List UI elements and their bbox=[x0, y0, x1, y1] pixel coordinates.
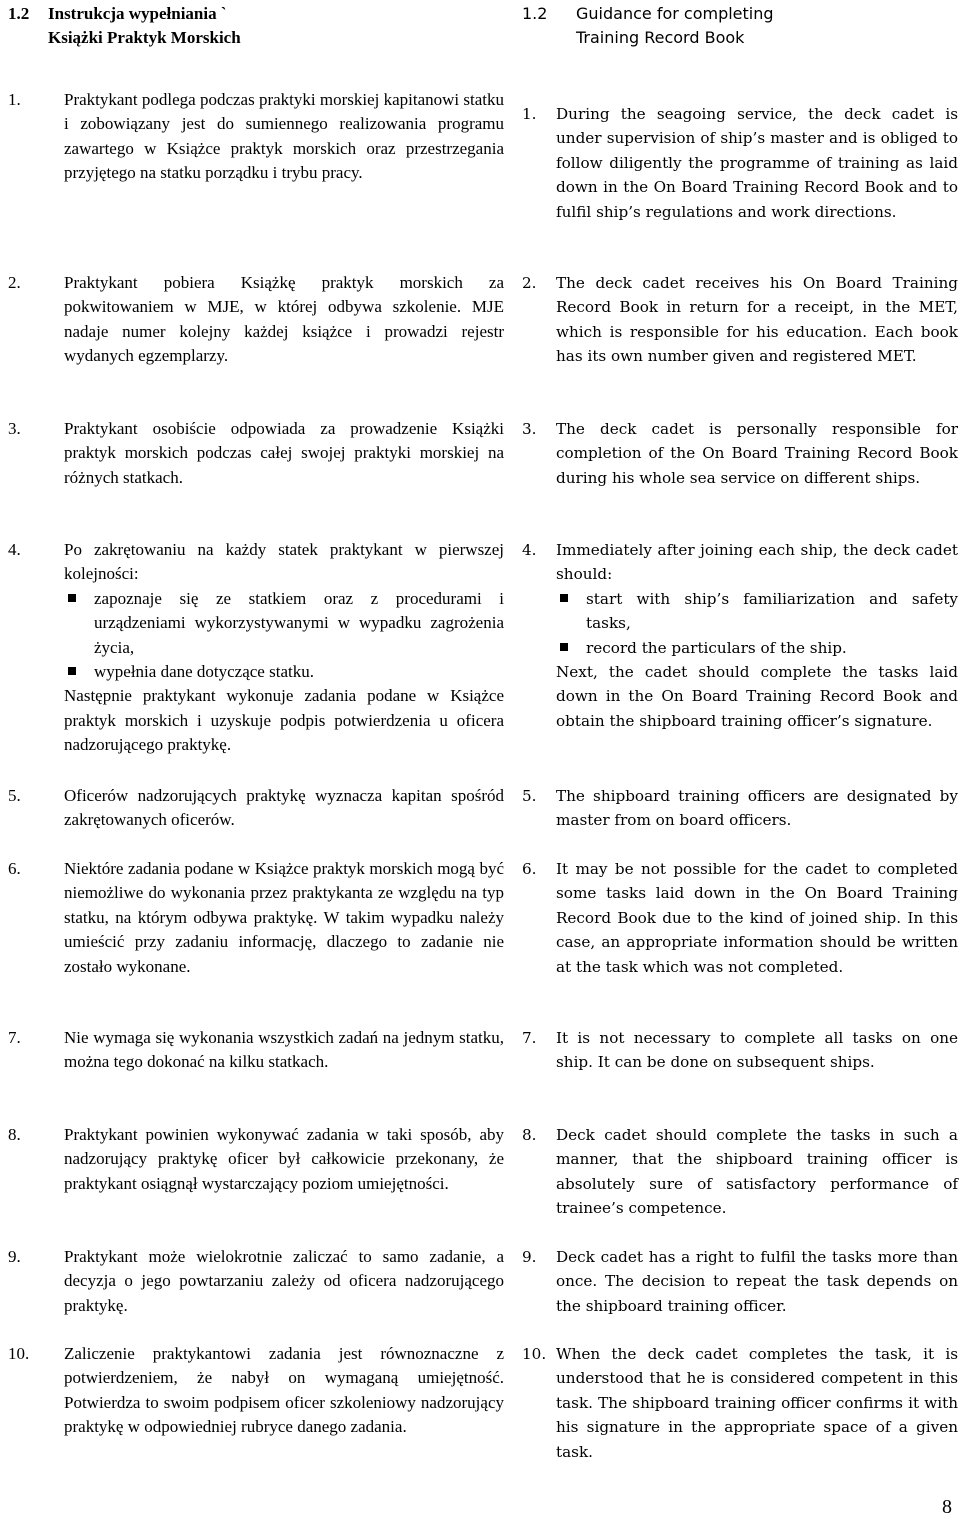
list-item bbox=[522, 1026, 958, 1075]
section-heading-en bbox=[522, 2, 958, 50]
item-text: It is not necessary to complete all tasks on one ship. It can be done on subsequent ships. bbox=[556, 1029, 958, 1072]
section-title: Guidance for completing Training Record Book bbox=[576, 4, 774, 47]
item-number: 6. bbox=[8, 859, 21, 878]
list-item bbox=[8, 417, 504, 490]
item-number: 2. bbox=[8, 273, 21, 292]
item-intro: Immediately after joining each ship, the deck cadet should: bbox=[556, 541, 958, 584]
list-item bbox=[8, 1342, 504, 1440]
item-text: Praktykant pobiera Książkę praktyk morskich za pokwitowaniem w MJE, w której odbywa szkolenie. MJE nadaje numer kolejny każdej książce i prowadzi rejestr wydanych egzemplarzy. bbox=[64, 273, 504, 366]
list-item bbox=[522, 538, 958, 733]
item-number: 7. bbox=[522, 1029, 537, 1047]
item-number: 4. bbox=[8, 540, 21, 559]
item-text: It may be not possible for the cadet to completed some tasks laid down in the On Board Training Record Book due to the kind of joined ship. In this case, an appropriate information should be written at the task which was not completed. bbox=[556, 860, 958, 976]
bullet-list bbox=[556, 587, 958, 660]
item-number: 10. bbox=[522, 1345, 547, 1363]
item-text: The deck cadet is personally responsible for completion of the On Board Training Record Book during his whole sea service on different ships. bbox=[556, 420, 958, 487]
list-item bbox=[522, 417, 958, 490]
list-item bbox=[8, 784, 504, 833]
bullet-item: zapoznaje się ze statkiem oraz z procedurami i urządzeniami wykorzystywanymi w wypadku zagrożenia życia, bbox=[64, 587, 504, 660]
item-number: 5. bbox=[8, 786, 21, 805]
list-item bbox=[522, 271, 958, 369]
item-number: 5. bbox=[522, 787, 537, 805]
item-text bbox=[64, 538, 504, 758]
item-text: During the seagoing service, the deck cadet is under supervision of ship’s master and is obliged to follow diligently the programme of training as laid down in the On Board Training Record Book and to fulfil ship’s regulations and work directions. bbox=[556, 105, 958, 221]
item-number: 4. bbox=[522, 541, 537, 559]
item-text: Nie wymaga się wykonania wszystkich zadań na jednym statku, można tego dokonać na kilku statkach. bbox=[64, 1028, 504, 1072]
list-item bbox=[8, 857, 504, 979]
polish-column bbox=[8, 0, 505, 1437]
item-text: The deck cadet receives his On Board Training Record Book in return for a receipt, in the MET, which is responsible for his education. Each book has its own number given and registered MET. bbox=[556, 274, 958, 366]
list-item bbox=[8, 1245, 504, 1318]
item-text bbox=[556, 538, 958, 733]
item-outro: Next, the cadet should complete the tasks laid down in the On Board Training Record Book and obtain the shipboard training officer’s signature. bbox=[556, 663, 958, 730]
item-intro: Po zakrętowaniu na każdy statek praktykant w pierwszej kolejności: bbox=[64, 540, 504, 584]
list-item bbox=[522, 102, 958, 224]
item-text: Deck cadet has a right to fulfil the tasks more than once. The decision to repeat the task depends on the shipboard training officer. bbox=[556, 1248, 958, 1315]
list-item bbox=[522, 1123, 958, 1221]
item-number: 8. bbox=[8, 1125, 21, 1144]
bullet-item: start with ship’s familiarization and safety tasks, bbox=[556, 587, 958, 636]
section-title: Instrukcja wypełniania ` Książki Praktyk Morskich bbox=[48, 4, 241, 48]
item-number: 1. bbox=[522, 105, 537, 123]
list-item bbox=[522, 784, 958, 833]
list-item bbox=[8, 1026, 504, 1075]
list-item bbox=[8, 271, 504, 369]
list-item bbox=[8, 538, 504, 758]
item-text: Zaliczenie praktykantowi zadania jest równoznaczne z potwierdzeniem, że nabył on wymaganą umiejętność. Potwierdza to swoim podpisem oficer szkoleniowy nadzorujący praktykę w odpowiedniej rubryce danego zadania. bbox=[64, 1344, 504, 1437]
english-column bbox=[522, 0, 958, 1461]
item-number: 2. bbox=[522, 274, 537, 292]
section-heading-pl bbox=[8, 2, 504, 50]
list-item bbox=[8, 88, 504, 186]
item-text: Praktykant osobiście odpowiada za prowadzenie Książki praktyk morskich podczas całej swojej praktyki morskiej na różnych statkach. bbox=[64, 419, 504, 487]
item-number: 3. bbox=[522, 420, 537, 438]
item-number: 9. bbox=[8, 1247, 21, 1266]
item-text: Deck cadet should complete the tasks in such a manner, that the shipboard training officer is absolutely sure of satisfactory performance of trainee’s competence. bbox=[556, 1126, 958, 1218]
bullet-list bbox=[64, 587, 504, 685]
item-number: 6. bbox=[522, 860, 537, 878]
item-text: Praktykant powinien wykonywać zadania w taki sposób, aby nadzorujący praktykę oficer był całkowicie przekonany, że praktykant osiągnął wystarczający poziom umiejętności. bbox=[64, 1125, 504, 1193]
item-text: The shipboard training officers are designated by master from on board officers. bbox=[556, 787, 958, 830]
item-outro: Następnie praktykant wykonuje zadania podane w Książce praktyk morskich i uzyskuje podpis potwierdzenia u oficera nadzorującego praktykę. bbox=[64, 686, 504, 755]
item-text: Praktykant może wielokrotnie zaliczać to samo zadanie, a decyzja o jego powtarzaniu zależy od oficera nadzorującego praktykę. bbox=[64, 1247, 504, 1315]
bullet-item: record the particulars of the ship. bbox=[556, 636, 958, 660]
list-item bbox=[522, 857, 958, 979]
item-text: Oficerów nadzorujących praktykę wyznacza kapitan spośród zakrętowanych oficerów. bbox=[64, 786, 504, 830]
list-item bbox=[522, 1245, 958, 1318]
list-item bbox=[522, 1342, 958, 1464]
item-number: 1. bbox=[8, 90, 21, 109]
page-number: 8 bbox=[942, 1496, 952, 1518]
item-number: 10. bbox=[8, 1344, 30, 1363]
section-number: 1.2 bbox=[522, 4, 548, 23]
section-number: 1.2 bbox=[8, 4, 30, 23]
item-text: Niektóre zadania podane w Książce praktyk morskich mogą być niemożliwe do wykonania przez praktykanta ze względu na typ statku, na którym odbywa praktykę. W takim wypadku należy umieścić przy zadaniu informację, dlaczego to zadanie nie zostało wykonane. bbox=[64, 859, 504, 976]
item-number: 8. bbox=[522, 1126, 537, 1144]
item-number: 9. bbox=[522, 1248, 537, 1266]
item-text: When the deck cadet completes the task, it is understood that he is considered competent in this task. The shipboard training officer confirms it with his signature in the appropriate space of a given task. bbox=[556, 1345, 958, 1461]
item-number: 3. bbox=[8, 419, 21, 438]
list-item bbox=[8, 1123, 504, 1196]
item-text: Praktykant podlega podczas praktyki morskiej kapitanowi statku i zobowiązany jest do sumiennego realizowania programu zawartego w Książce praktyk morskich oraz przestrzegania przyjętego na statku porządku i trybu pracy. bbox=[64, 90, 505, 183]
bullet-item: wypełnia dane dotyczące statku. bbox=[64, 660, 504, 684]
item-number: 7. bbox=[8, 1028, 21, 1047]
